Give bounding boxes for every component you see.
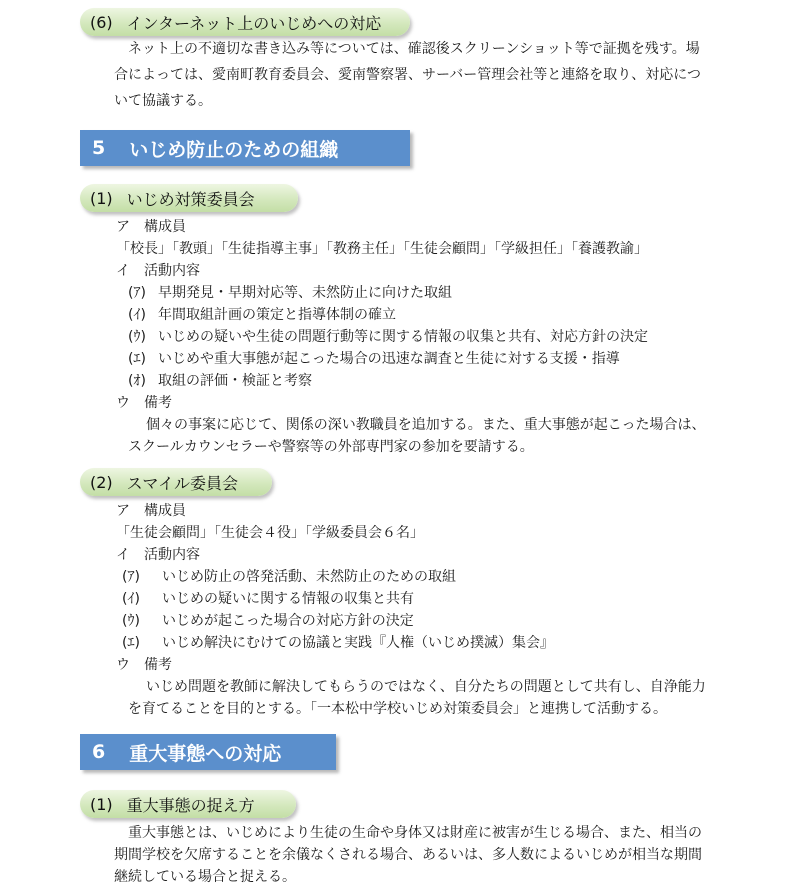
activity-text: いじめの疑いや生徒の問題行動等に関する情報の収集と共有、対応方針の決定 xyxy=(158,329,648,345)
activity-text: いじめが起こった場合の対応方針の決定 xyxy=(162,613,414,629)
activity-text: 早期発見・早期対応等、未然防止に向けた取組 xyxy=(158,285,452,301)
activity-item xyxy=(122,588,414,610)
notes-line: を育てることを目的とする。「一本松中学校いじめ対策委員会」と連携して活動する。 xyxy=(128,701,667,717)
section-title: いじめ防止のための組織 xyxy=(129,138,339,161)
activity-item xyxy=(128,370,312,392)
activity-marker: (ｳ) xyxy=(122,613,140,629)
activity-text: 取組の評価・検証と考察 xyxy=(158,373,312,389)
activity-item xyxy=(128,282,452,304)
subsection-title: インターネット上のいじめへの対応 xyxy=(126,13,382,33)
activity-item xyxy=(128,304,396,326)
subsection-heading-internet-bullying xyxy=(80,8,410,36)
subsection-heading-bullying-committee xyxy=(80,184,298,212)
item-label-notes: ウ 備考 xyxy=(116,395,172,411)
section-heading-5 xyxy=(80,130,410,166)
notes-line: いじめ問題を教師に解決してもらうのではなく、自分たちの問題として共有し、自浄能力 xyxy=(146,679,706,695)
subsection-number: (2) xyxy=(90,472,113,492)
activity-marker: (ｲ) xyxy=(122,591,140,607)
item-label-members: ア 構成員 xyxy=(116,219,186,235)
subsection-number: (1) xyxy=(90,188,113,208)
members-list: 「校長」「教頭」「生徒指導主事」「教務主任」「生徒会顧問」「学級担任」「養護教諭」 xyxy=(116,241,648,257)
activity-item xyxy=(122,610,414,632)
notes-line: スクールカウンセラーや警察等の外部専門家の参加を要請する。 xyxy=(128,439,534,455)
activity-text: 年間取組計画の策定と指導体制の確立 xyxy=(158,307,396,323)
paragraph-line: 重大事態とは、いじめにより生徒の生命や身体又は財産に被害が生じる場合、また、相当の xyxy=(128,825,702,841)
members-list: 「生徒会顧問」「生徒会４役」「学級委員会６名」 xyxy=(116,525,424,541)
paragraph-line: 期間学校を欠席することを余儀なくされる場合、あるいは、多人数によるいじめが相当な期間 xyxy=(114,847,702,863)
activity-text: いじめや重大事態が起こった場合の迅速な調査と生徒に対する支援・指導 xyxy=(158,351,620,367)
section-number: 6 xyxy=(92,741,106,763)
activity-marker: (ｳ) xyxy=(128,329,146,345)
activity-text: いじめの疑いに関する情報の収集と共有 xyxy=(162,591,414,607)
subsection-heading-smile-committee xyxy=(80,468,272,496)
activity-marker: (ｲ) xyxy=(128,307,146,323)
paragraph-line: いて協議する。 xyxy=(114,93,212,109)
activity-text: いじめ解決にむけての協議と実践『人権（いじめ撲滅）集会』 xyxy=(162,635,554,651)
activity-marker: (ｴ) xyxy=(128,351,146,367)
item-label-notes: ウ 備考 xyxy=(116,657,172,673)
section-title: 重大事態への対応 xyxy=(129,742,282,765)
activity-text: いじめ防止の啓発活動、未然防止のための取組 xyxy=(162,569,456,585)
activity-item xyxy=(128,348,620,370)
activity-marker: (ｱ) xyxy=(122,569,140,585)
section-number: 5 xyxy=(92,137,106,159)
paragraph-line: 合によっては、愛南町教育委員会、愛南警察署、サーバー管理会社等と連絡を取り、対応につ xyxy=(114,67,702,83)
activity-marker: (ｴ) xyxy=(122,635,140,651)
activity-item xyxy=(128,326,648,348)
activity-item xyxy=(122,566,456,588)
item-label-members: ア 構成員 xyxy=(116,503,186,519)
section-heading-6 xyxy=(80,734,336,770)
subsection-number: (1) xyxy=(90,794,113,814)
activity-marker: (ｵ) xyxy=(128,373,146,389)
subsection-number: (6) xyxy=(90,12,113,32)
paragraph-line: ネット上の不適切な書き込み等については、確認後スクリーンショット等で証拠を残す。場 xyxy=(128,41,700,57)
paragraph-line: 継続している場合と捉える。 xyxy=(114,869,296,885)
item-label-activities: イ 活動内容 xyxy=(116,547,200,563)
subsection-heading-serious-cases xyxy=(80,790,296,818)
activity-marker: (ｱ) xyxy=(128,285,146,301)
activity-item xyxy=(122,632,554,654)
subsection-title: いじめ対策委員会 xyxy=(126,189,255,209)
item-label-activities: イ 活動内容 xyxy=(116,263,200,279)
notes-line: 個々の事案に応じて、関係の深い教職員を追加する。また、重大事態が起こった場合は、 xyxy=(146,417,706,433)
subsection-title: スマイル委員会 xyxy=(126,473,239,493)
subsection-title: 重大事態の捉え方 xyxy=(126,795,255,815)
